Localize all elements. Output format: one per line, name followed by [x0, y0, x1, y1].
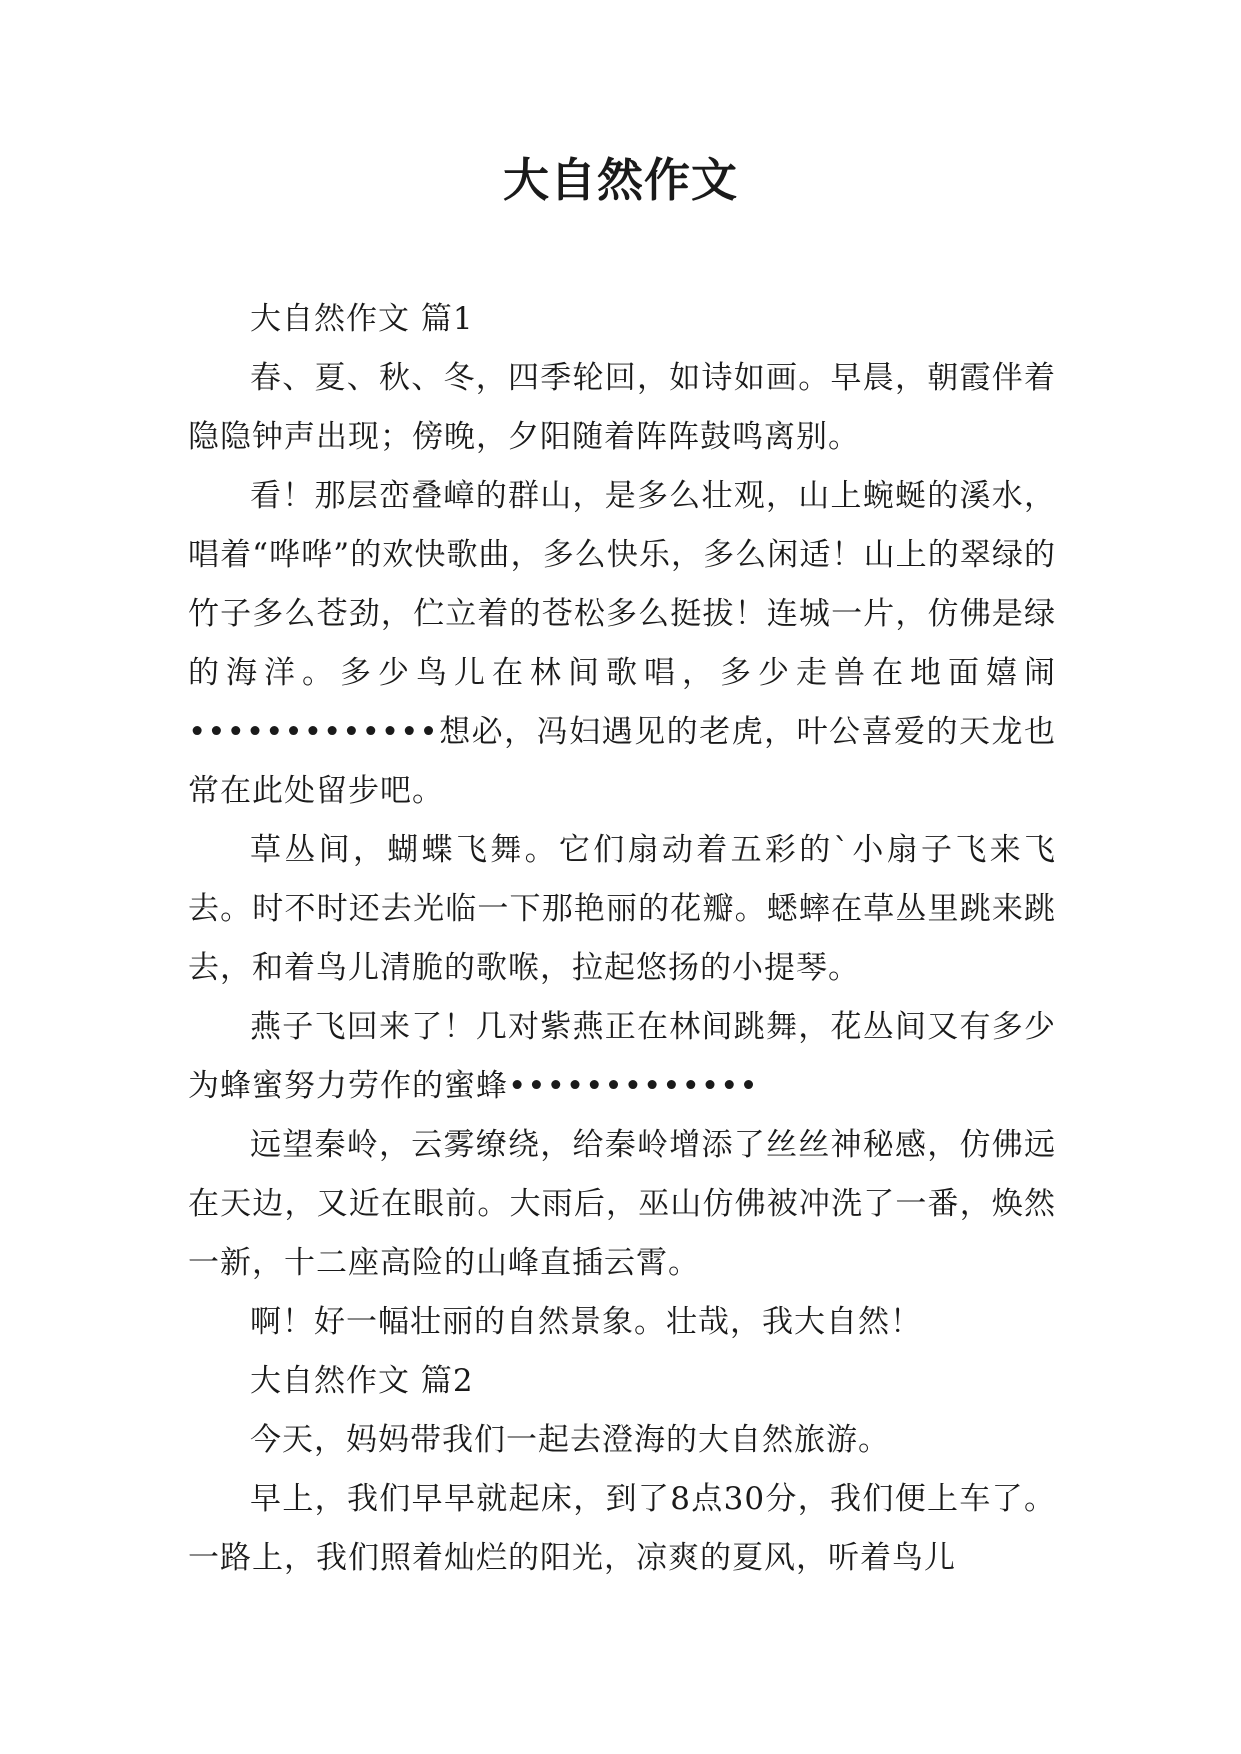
paragraph: 春、夏、秋、冬，四季轮回，如诗如画。早晨，朝霞伴着隐隐钟声出现；傍晚，夕阳随着阵阵鼓鸣离别。 — [188, 360, 1056, 455]
paragraph: 远望秦岭，云雾缭绕，给秦岭增添了丝丝神秘感，仿佛远在天边，又近在眼前。大雨后，巫山仿佛被冲洗了一番，焕然一新，十二座高险的山峰直插云霄。 — [188, 1127, 1056, 1281]
paragraph: 啊！好一幅壮丽的自然景象。壮哉，我大自然！ — [250, 1304, 922, 1340]
document-body — [188, 290, 1056, 1588]
paragraph: 今天，妈妈带我们一起去澄海的大自然旅游。 — [250, 1422, 890, 1458]
document-title: 大自然作文 — [503, 153, 738, 207]
paragraph: 草丛间，蝴蝶飞舞。它们扇动着五彩的`小扇子飞来飞去。时不时还去光临一下那艳丽的花瓣。蟋蟀在草丛里跳来跳去，和着鸟儿清脆的歌喉，拉起悠扬的小提琴。 — [188, 832, 1056, 986]
paragraph: 看！那层峦叠嶂的群山，是多么壮观，山上蜿蜒的溪水，唱着“哗哗”的欢快歌曲，多么快乐，多么闲适！山上的翠绿的竹子多么苍劲，伫立着的苍松多么挺拔！连城一片，仿佛是绿的海洋。多少鸟儿在林间歌唱，多少走兽在地面嬉闹•••••••••••••想必，冯妇遇见的老虎，叶公喜爱的天龙也常在此处留步吧。 — [188, 478, 1056, 809]
paragraph: 早上，我们早早就起床，到了8点30分，我们便上车了。一路上，我们照着灿烂的阳光，凉爽的夏风，听着鸟儿 — [188, 1481, 1056, 1576]
paragraph: 燕子飞回来了！几对紫燕正在林间跳舞，花丛间又有多少为蜂蜜努力劳作的蜜蜂••••••••••••• — [188, 1009, 1056, 1104]
section-heading-2: 大自然作文 篇2 — [250, 1363, 474, 1399]
section-heading-1: 大自然作文 篇1 — [250, 301, 474, 337]
